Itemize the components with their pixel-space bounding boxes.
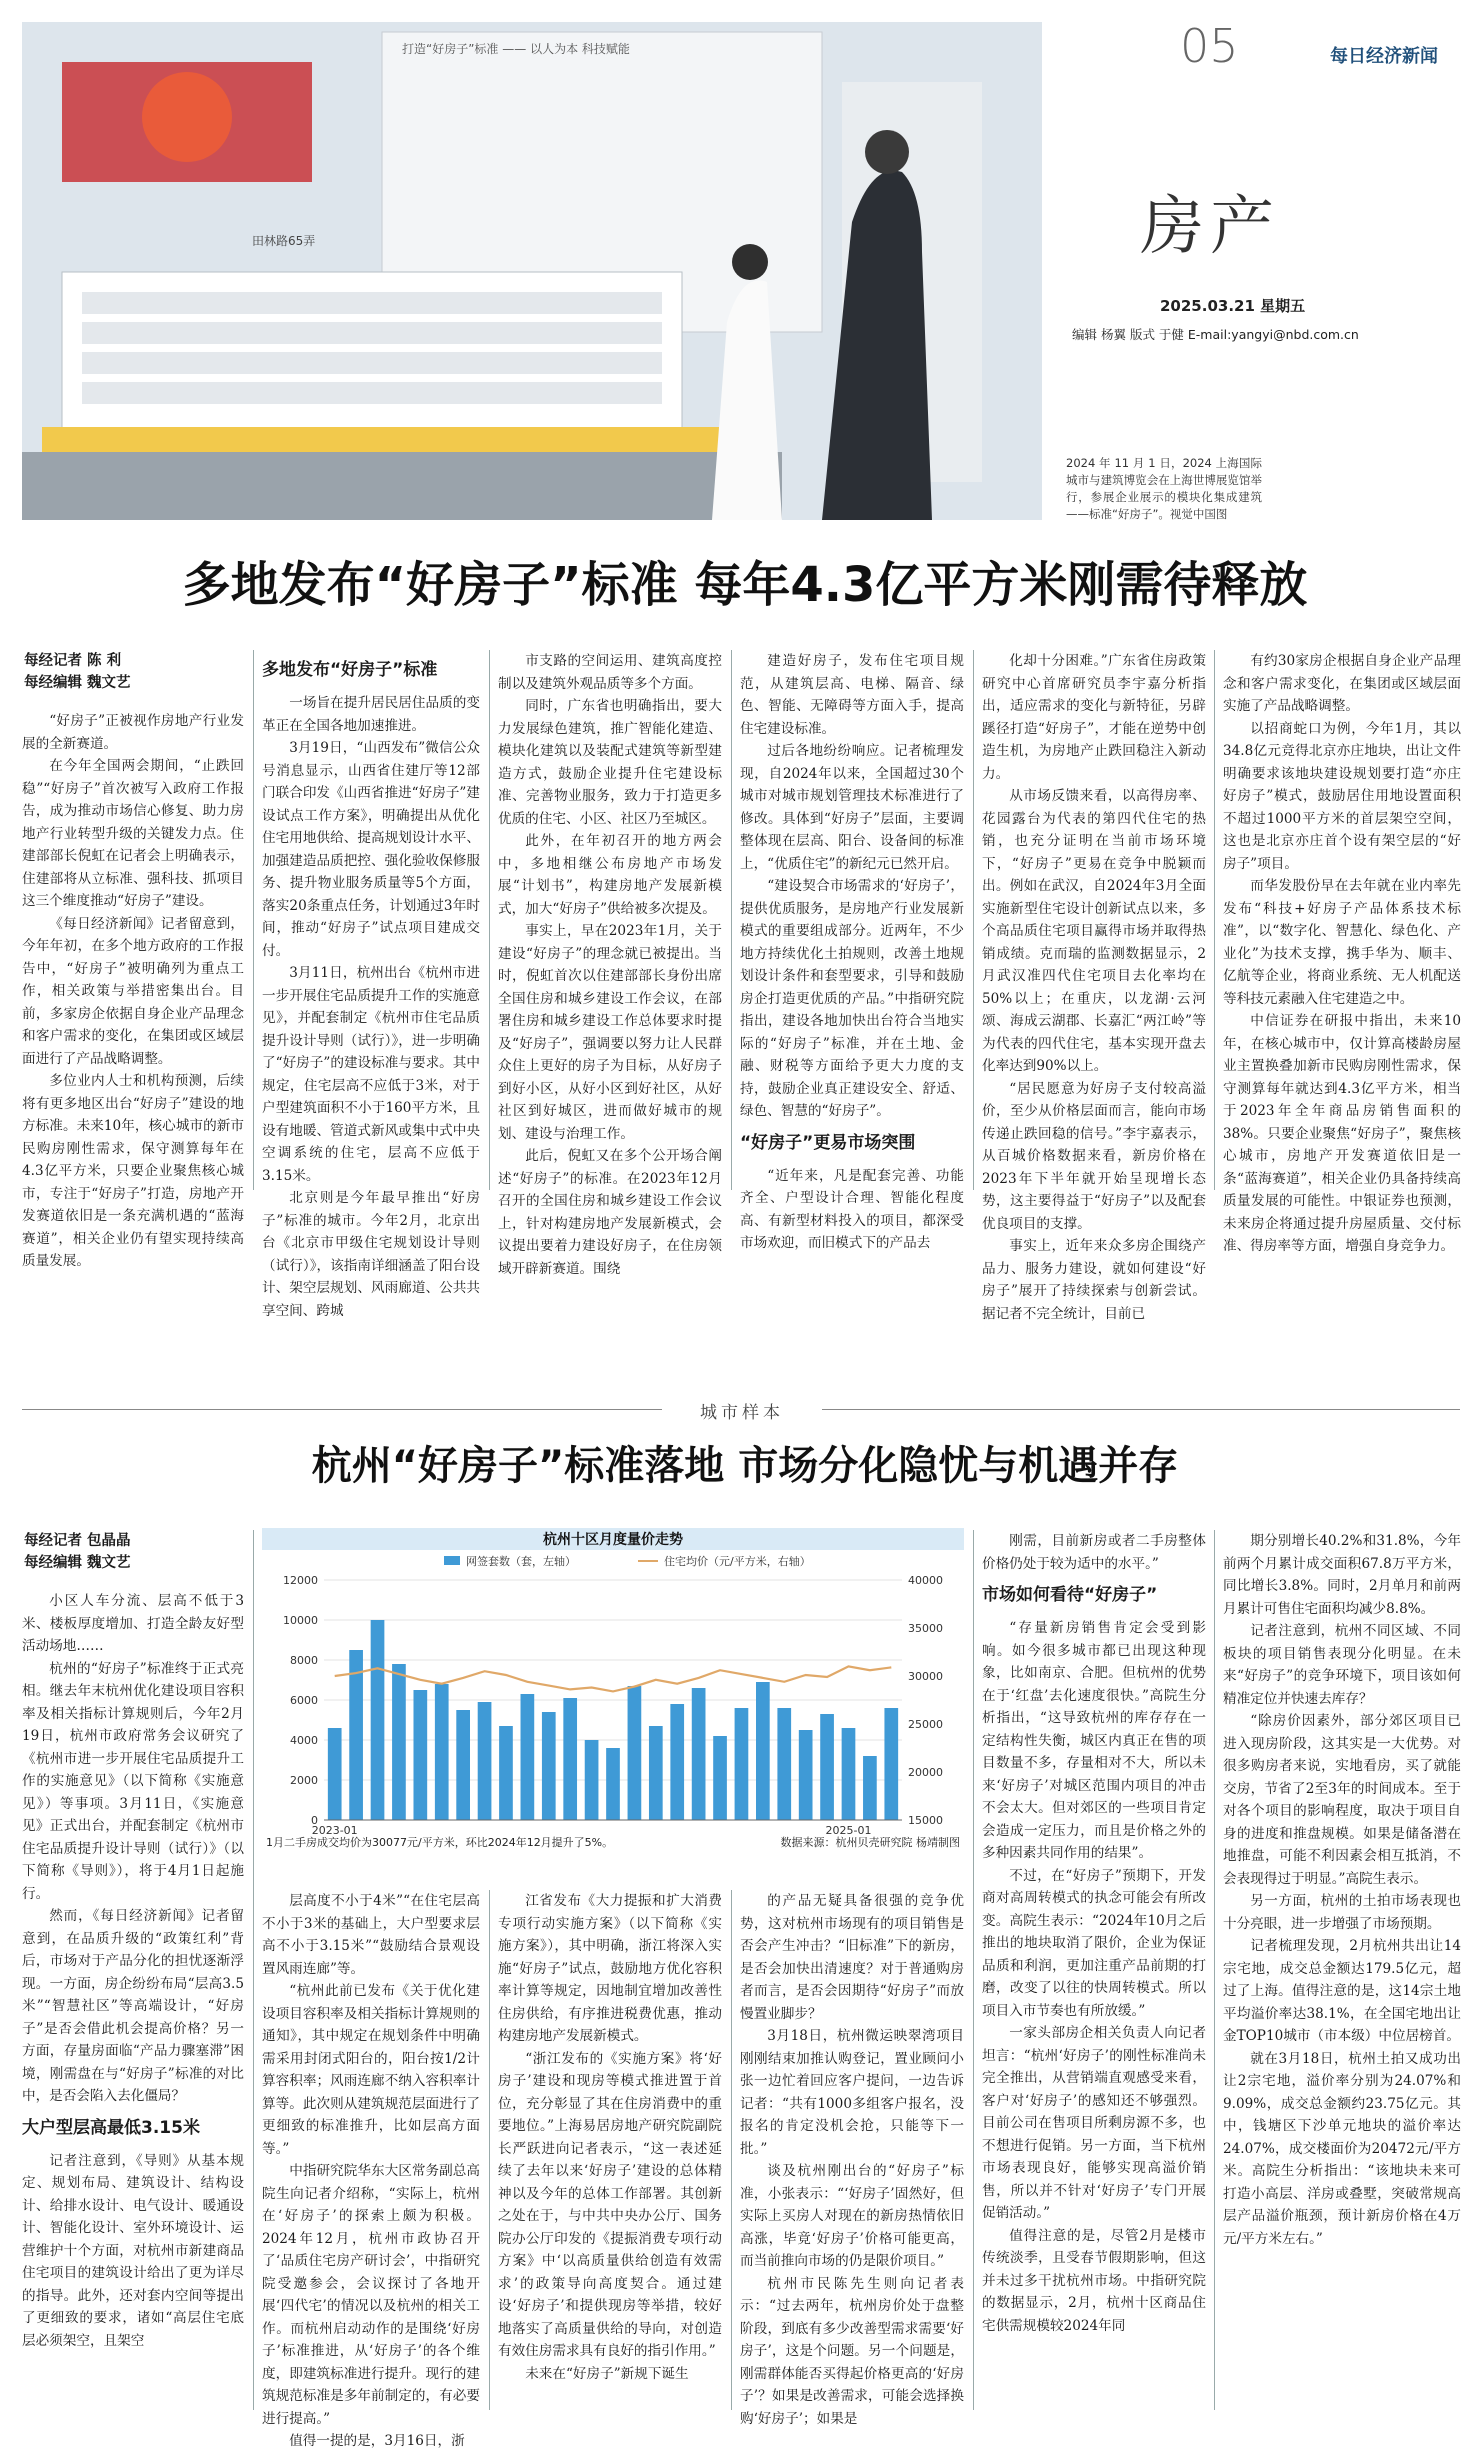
volume-bar — [735, 1708, 749, 1820]
divider-label: 城市样本 — [700, 1403, 784, 1423]
volume-bar — [820, 1714, 834, 1820]
volume-bar — [542, 1712, 556, 1820]
byline-1 — [24, 650, 131, 694]
left-tick-label: 6000 — [290, 1694, 318, 1707]
volume-bar — [521, 1694, 535, 1820]
legend-bar-swatch — [444, 1556, 460, 1565]
x-tick-label: 2025-01 — [825, 1824, 872, 1837]
volume-bar — [435, 1684, 449, 1820]
volume-bar — [670, 1704, 684, 1820]
section-divider — [22, 1398, 1460, 1422]
editor-line: 编辑 杨翼 版式 于健 E-mail:yangyi@nbd.com.cn — [1072, 327, 1359, 342]
article1-col6: 有约30家房企根据自身企业产品理念和客户需求变化，在集团或区域层面实施了产品战略调整。 以招商蛇口为例，今年1月，其以34.8亿元竞得北京亦庄地块，出让文件明确要求该地块建设规划要打造“亦庄好房子”模式，鼓励居住用地设置面积不超过1000平方米的首层架空空间，这也是北京亦庄首个设有架空层的“好房子”项目。 而华发股份早在去年就在业内率先发布“科技+好房子产品体系技术标准”，以“数字化、智慧化、绿色化、产业化”为技术支撑，携手华为、顺丰、亿航等企业，将商业系统、无人机配送等科技元素融入住宅建造之中。 中信证券在研报中指出，未来10年，在核心城市中，仅计算高楼龄房屋业主置换叠加新市民购房刚性需求，保守测算每年就达到4.3亿平方米，相当于2023年全年商品房销售面积的38%。只要企业聚焦“好房子”，聚焦核心城市，房地产开发赛道依旧是一条“蓝海赛道”，相关企业仍具备持续高质量发展的可能性。中银证券也预测，未来房企将通过提升房屋质量、交付标准、得房率等方面，增强自身竞争力。 — [1223, 653, 1461, 1254]
reporter: 每经记者 包晶晶 — [24, 1533, 131, 1549]
volume-bar — [692, 1688, 706, 1820]
reporter: 每经记者 陈 利 — [24, 653, 122, 669]
date-line: 2025.03.21 星期五 — [1160, 297, 1306, 315]
left-tick-label: 2000 — [290, 1774, 318, 1787]
volume-bar — [328, 1728, 342, 1820]
page-header — [1180, 20, 1460, 80]
volume-bar — [842, 1728, 856, 1820]
subhead-market: “好房子”更易市场突围 — [740, 1132, 916, 1153]
article1-col2: 多地发布“好房子”标准 一场旨在提升居民居住品质的变革正在全国各地加速推进。 3月19日，“山西发布”微信公众号消息显示，山西省住建厅等12部门联合印发《山西省推进“好房子”建设试点工作方案》，明确提出从优化住宅用地供给、提高规划设计水平、加强建造品质把控、强化验收保修服务、提升物业服务质量等5个方面，落实20条重点任务，计划通过3年时间，推动“好房子”试点项目建成交付。 3月11日，杭州出台《杭州市进一步开展住宅品质提升工作的实施意见》，并配套制定《杭州市住宅品质提升设计导则（试行）》，进一步明确了“好房子”的建设标准与要求。其中规定，住宅层高不应低于3米，对于户型建筑面积不小于160平方米，且设有地暖、管道式新风或集中式中央空调系统的住宅，层高不应低于3.15米。 北京则是今年最早推出“好房子”标准的城市。今年2月，北京出台《北京市甲级住宅规划设计导则（试行）》，该指南详细涵盖了阳台设计、架空层规划、风雨廊道、公共共享空间、跨城 — [262, 660, 480, 1319]
headline-1: 多地发布“好房子”标准 每年4.3亿平方米刚需待释放 — [182, 557, 1308, 613]
volume-bar — [649, 1726, 663, 1820]
article1-col1: “好房子”正被视作房地产行业发展的全新赛道。 在今年全国两会期间，“止跌回稳”“好房子”首次被写入政府工作报告，成为推动市场信心修复、助力房地产行业转型升级的关键发力点。住建部部长倪虹在记者会上明确表示，住建部将从立标准、强科技、抓项目这三个维度推动“好房子”建设。 《每日经济新闻》记者留意到，今年年初，在多个地方政府的工作报告中，“好房子”被明确列为重点工作，相关政策与举措密集出台。目前，多家房企依据自身企业产品理念和客户需求的变化，在集团或区域层面进行了产品战略调整。 多位业内人士和机构预测，后续将有更多地区出台“好房子”建设的地方标准。未来10年，核心城市的新市民购房刚性需求，保守测算每年在4.3亿平方米，只要企业聚焦核心城市，专注于“好房子”打造，房地产开发赛道依旧是一条充满机遇的“蓝海赛道”，相关企业仍有望实现持续高质量发展。 — [22, 713, 244, 1269]
right-tick-label: 20000 — [908, 1766, 943, 1779]
right-tick-label: 25000 — [908, 1718, 943, 1731]
paper-name: 每日经济新闻 — [1330, 46, 1438, 67]
volume-bar — [585, 1740, 599, 1820]
left-tick-label: 10000 — [283, 1614, 318, 1627]
volume-bar — [563, 1698, 577, 1820]
volume-bar — [777, 1708, 791, 1820]
volume-bar — [371, 1620, 385, 1820]
left-tick-label: 0 — [311, 1814, 318, 1827]
photo-caption: 2024 年 11 月 1 日，2024 上海国际城市与建筑博览会在上海世博展览馆举行，参展企业展示的模块化集成建筑——标准“好房子”。视觉中国图 — [1066, 456, 1262, 521]
article1-col4: 建造好房子，发布住宅项目规范，从建筑层高、电梯、隔音、绿色、智能、无障碍等方面入手，提高住宅建设标准。 过后各地纷纷响应。记者梳理发现，自2024年以来，全国超过30个城市对城市规划管理技术标准进行了修改。具体到“好房子”层面，主要调整体现在层高、阳台、设备间的标准上，“优质住宅”的新纪元已然开启。 “建设契合市场需求的‘好房子’，提供优质服务，是房地产行业发展新模式的重要组成部分。近两年，不少地方持续优化土拍规则，改善土地规划设计条件和套型要求，引导和鼓励房企打造更优质的产品。”中指研究院指出，建设各地加快出台符合当地实际的“好房子”标准，并在土地、金融、财税等方面给予更大力度的支持，鼓励企业真正建设安全、舒适、绿色、智慧的“好房子”。 “好房子”更易市场突围 “近年来，凡是配套完善、功能齐全、户型设计合理、智能化程度高、有新型材料投入的项目，都深受市场欢迎，而旧模式下的产品去 — [740, 653, 964, 1251]
volume-bar — [756, 1682, 770, 1820]
chart-block — [262, 1528, 964, 1880]
section-title: 房产 — [1140, 190, 1280, 264]
article1-col5: 化却十分困难。”广东省住房政策研究中心首席研究员李宇嘉分析指出，适应需求的变化与新特征，另辟蹊径打造“好房子”，才能在逆势中创造生机，为房地产止跌回稳注入新动力。 从市场反馈来看，以高得房率、花园露台为代表的第四代住宅的热销，也充分证明在当前市场环境下，“好房子”更易在竞争中脱颖而出。例如在武汉，自2024年3月全面实施新型住宅设计创新试点以来，多个高品质住宅项目赢得市场并取得热销成绩。克而瑞的监测数据显示，2月武汉准四代住宅项目去化率均在50%以上；在重庆，以龙湖·云河颂、海成云湖郡、长嘉汇“两江岭”等为代表的四代住宅，基本实现开盘去化率达到90%以上。 “居民愿意为好房子支付较高溢价，至少从价格层面而言，能向市场传递止跌回稳的信号。”李宇嘉表示，从百城价格数据来看，新房价格在2023年下半年就开始呈现增长态势，这主要得益于“好房子”以及配套优良项目的支撑。 事实上，近年来众多房企围绕产品力、服务力建设，就如何建设“好房子”展开了持续探索与创新尝试。据记者不完全统计，目前已 — [982, 653, 1206, 1322]
exhibition-illustration — [22, 22, 1042, 520]
article1-col3: 市支路的空间运用、建筑高度控制以及建筑外观品质等多个方面。 同时，广东省也明确指出，要大力发展绿色建筑，推广智能化建造、模块化建筑以及装配式建筑等新型建造方式，鼓励企业提升住宅建设标准、完善物业服务，致力于打造更多优质的住宅、小区、社区乃至城区。 此外，在年初召开的地方两会中，多地相继公布房地产市场发展“计划书”，构建房地产发展新模式，加大“好房子”供给被多次提及。 事实上，早在2023年1月，关于建设“好房子”的理念就已被提出。当时，倪虹首次以住建部部长身份出席全国住房和城乡建设工作会议，在部署住房和城乡建设工作总体要求时提及“好房子”，强调要以努力让人民群众住上更好的房子为目标，从好房子到好小区，从好小区到好社区，从好社区到好城区，进而做好城市的规划、建设与治理工作。 此后，倪虹又在多个公开场合阐述“好房子”的标准。在2023年12月召开的全国住房和城乡建设工作会议上，针对构建房地产发展新模式，会议提出要着力建设好房子，在住房领域开辟新赛道。围绕 — [498, 653, 722, 1277]
right-tick-label: 35000 — [908, 1622, 943, 1635]
subhead-floor-height: 大户型层高最低3.15米 — [22, 2117, 200, 2138]
left-tick-label: 8000 — [290, 1654, 318, 1667]
left-tick-label: 12000 — [283, 1574, 318, 1587]
volume-bar — [413, 1690, 427, 1820]
article2-col3: 江省发布《大力提振和扩大消费专项行动实施方案》（以下简称《实施方案》），其中明确，浙江将深入实施“好房子”试点，鼓励地方优化容积率计算等规定，因地制宜增加改善性住房供给，有序推进税费优惠，推动构建房地产发展新模式。 “浙江发布的《实施方案》将‘好房子’建设和现房等模式推进置于首位，充分彰显了其在住房消费中的重要地位。”上海易居房地产研究院副院长严跃进向记者表示，“这一表述延续了去年以来‘好房子’建设的总体精神以及今年的总体工作部署。其创新之处在于，与中共中央办公厅、国务院办公厅印发的《提振消费专项行动方案》中‘以高质量供给创造有效需求’的政策导向高度契合。通过建设‘好房子’和提供现房等举措，较好地落实了高质量供给的导向，对创造有效住房需求具有良好的指引作用。” 未来在“好房子”新规下诞生 — [498, 1893, 722, 2382]
chart-source: 数据来源：杭州贝壳研究院 杨靖制图 — [780, 1836, 960, 1849]
exhibition-photo — [22, 22, 1042, 520]
volume-bar — [606, 1748, 620, 1820]
article2-col5: 刚需，目前新房或者二手房整体价格仍处于较为适中的水平。” 市场如何看待“好房子” “存量新房销售肯定会受到影响。如今很多城市都已出现这种现象，比如南京、合肥。但杭州的优势在于‘红盘’去化速度很快。”高院生分析指出，“这导致杭州的库存存在一定结构性失衡，城区内真正在售的项目数量不多，存量相对不大，所以未来‘好房子’对城区范围内项目的冲击不会太大。但对郊区的一些项目肯定会造成一定压力，而且是价格之外的多种因素共同作用的结果”。 不过，在“好房子”预期下，开发商对高周转模式的执念可能会有所改变。高院生表示：“2024年10月之后推出的地块取消了限价，企业为保证品质和利润，更加注重产品前期的打磨，改变了以往的快周转模式。所以项目入市节奏也有所放缓。” 一家头部房企相关负责人向记者坦言：“杭州‘好房子’的刚性标准尚未完全推出，从营销端直观感受来看，客户对‘好房子’的感知还不够强烈。目前公司在售项目所剩房源不多，也不想进行促销。另一方面，当下杭州市场表现良好，能够实现高溢价销售，所以并不针对‘好房子’专门开展促销活动。” 值得注意的是，尽管2月是楼市传统淡季，且受春节假期影响，但这并未过多干扰杭州市场。中指研究院的数据显示，2月，杭州十区商品住宅供需规模较2024年同 — [982, 1533, 1206, 2334]
x-tick-label: 2023-01 — [311, 1824, 358, 1837]
right-tick-label: 15000 — [908, 1814, 943, 1827]
article2-col2: 层高度不小于4米”“在住宅层高不小于3米的基础上，大户型要求层高不小于3.15米”“鼓励结合景观设置风雨连廊”等。 “杭州此前已发布《关于优化建设项目容积率及相关指标计算规则的通知》，其中规定在规划条件中明确需采用封闭式阳台的，阳台按1/2计算容积率；风雨连廊不纳入容积率计算等。此次则从建筑规范层面进行了更细致的标准推升，比如层高方面等。” 中指研究院华东大区常务副总高院生向记者介绍称，“实际上，杭州在‘好房子’的探索上颇为积极。2024年12月，杭州市政协召开了‘品质住宅房产研讨会’，中指研究院受邀参会，会议探讨了各地开展‘四代宅’的情况以及杭州的相关工作。而杭州启动动作的是围绕‘好房子’标准推进，从‘好房子’的各个维度，即建筑标准进行提升。现行的建筑规范标准是多年前制定的，有必要进行提高。” 值得一提的是，3月16日，浙 — [262, 1893, 480, 2449]
board-label: 田林路65弄 — [252, 234, 316, 248]
article2-col1: 小区人车分流、层高不低于3米、楼板厚度增加、打造全龄友好型活动场地…… 杭州的“好房子”标准终于正式亮相。继去年末杭州优化建设项目容积率及相关指标计算规则后，今年2月19日，杭州市政府常务会议研究了《杭州市进一步开展住宅品质提升工作的实施意见》（以下简称《实施意见》）等事项。3月11日，《实施意见》正式出台，并配套制定《杭州市住宅品质提升设计导则（试行）》（以下简称《导则》），将于4月1日起施行。 然而，《每日经济新闻》记者留意到，在品质升级的“政策红利”背后，市场对于产品分化的担忧逐渐浮现。一方面，房企纷纷布局“层高3.5米”“智慧社区”等高端设计，“好房子”是否会借此机会提高价格？另一方面，存量房面临“产品力骤塞滞”困境，刚需盘在与“好房子”标准的对比中，是否会陷入去化僵局？ 大户型层高最低3.15米 记者注意到，《导则》从基本规定、规划布局、建筑设计、结构设计、给排水设计、电气设计、暖通设计、智能化设计、室外环境设计、运营维护十个方面，对杭州市新建商品住宅项目的建筑设计给出了更为详尽的指导。此外，还对套内空间等提出了更细致的要求，诸如“高层住宅底层必须架空，且架空 — [22, 1593, 244, 2349]
volume-bar — [456, 1710, 470, 1820]
article2-col4: 的产品无疑具备很强的竞争优势，这对杭州市场现有的项目销售是否会产生冲击？“旧标准”下的新房，是否会加快出清速度？对于普通购房者而言，是否会因期待“好房子”而放慢置业脚步？ 3月18日，杭州微运映翠湾项目刚刚结束加推认购登记，置业顾问小张一边忙着回应客户提问，一边告诉记者：“共有1000多组客户报名，没报名的肯定没机会抢，只能等下一批。” 谈及杭州刚出台的“好房子”标准，小张表示：“‘好房子’固然好，但实际上买房人对现在的新房热情依旧高涨，毕竟‘好房子’价格可能更高，而当前推向市场的仍是限价项目。” 杭州市民陈先生则向记者表示：“过去两年，杭州房价处于盘整阶段，到底有多少改善型需求需要‘好房子’，这是个问题。另一个问题是，刚需群体能否买得起价格更高的‘好房子’？如果是改善需求，可能会选择换购‘好房子’；如果是 — [740, 1893, 964, 2427]
article2-col6: 期分别增长40.2%和31.8%，今年前两个月累计成交面积67.8万平方米，同比增长3.8%。同时，2月单月和前两月累计可售住宅面积均减少8.8%。 记者注意到，杭州不同区域、不同板块的项目销售表现分化明显。在未来“好房子”的竞争环境下，项目该如何精准定位并快速去库存？ “除房价因素外，部分郊区项目已进入现房阶段，这其实是一大优势。对很多购房者来说，实地看房，买了就能交房，节省了2至3年的时间成本。至于对各个项目的影响程度，取决于项目自身的进度和推盘规模。如果是储备潜在地推盘，可能不利因素会相互抵消，不会表现得过于明显。”高院生表示。 另一方面，杭州的土拍市场表现也十分亮眼，进一步增强了市场预期。 记者梳理发现，2月杭州共出让14宗宅地，成交总金额达179.5亿元，超过了上海。值得注意的是，这14宗土地平均溢价率达38.1%，在全国宅地出让金TOP10城市（市本级）中位居榜首。 就在3月18日，杭州土拍又成功出让2宗宅地，溢价率分别为24.07%和9.09%，成交总金额约23.75亿元。其中，钱塘区下沙单元地块的溢价率达24.07%，成交楼面价为20472元/平方米。高院生分析指出：“该地块未来可打造小高层、洋房或叠墅，突破常规高层产品溢价瓶颈，预计新房价格在4万元/平方米左右。” — [1223, 1533, 1461, 2247]
volume-bar — [884, 1708, 898, 1820]
volume-bar — [478, 1702, 492, 1820]
volume-bar — [799, 1730, 813, 1820]
price-volume-chart — [262, 1528, 964, 1880]
volume-bar — [349, 1650, 363, 1820]
subhead-standards: 多地发布“好房子”标准 — [262, 660, 438, 680]
editor: 每经编辑 魏文艺 — [24, 1555, 131, 1571]
right-tick-label: 30000 — [908, 1670, 943, 1683]
volume-bar — [713, 1736, 727, 1820]
volume-bar — [628, 1686, 642, 1820]
legend-bar-label: 网签套数（套，左轴） — [466, 1555, 576, 1568]
board-title: 打造“好房子”标准 —— 以人为本 科技赋能 — [402, 42, 630, 56]
chart-title: 杭州十区月度量价走势 — [543, 1532, 683, 1548]
volume-bar — [499, 1726, 513, 1820]
chart-note: 1月二手房成交均价为30077元/平方米，环比2024年12月提升了5%。 — [266, 1836, 614, 1849]
legend-line-label: 住宅均价（元/平方米，右轴） — [664, 1555, 811, 1568]
byline-2 — [24, 1530, 131, 1574]
subhead-market-view: 市场如何看待“好房子” — [982, 1585, 1158, 1605]
left-tick-label: 4000 — [290, 1734, 318, 1747]
page-number: 05 — [1180, 19, 1239, 73]
editor: 每经编辑 魏文艺 — [24, 675, 131, 691]
right-tick-label: 40000 — [908, 1574, 943, 1587]
headline-2: 杭州“好房子”标准落地 市场分化隐忧与机遇并存 — [311, 1443, 1179, 1489]
volume-bar — [863, 1756, 877, 1820]
volume-bar — [392, 1664, 406, 1820]
